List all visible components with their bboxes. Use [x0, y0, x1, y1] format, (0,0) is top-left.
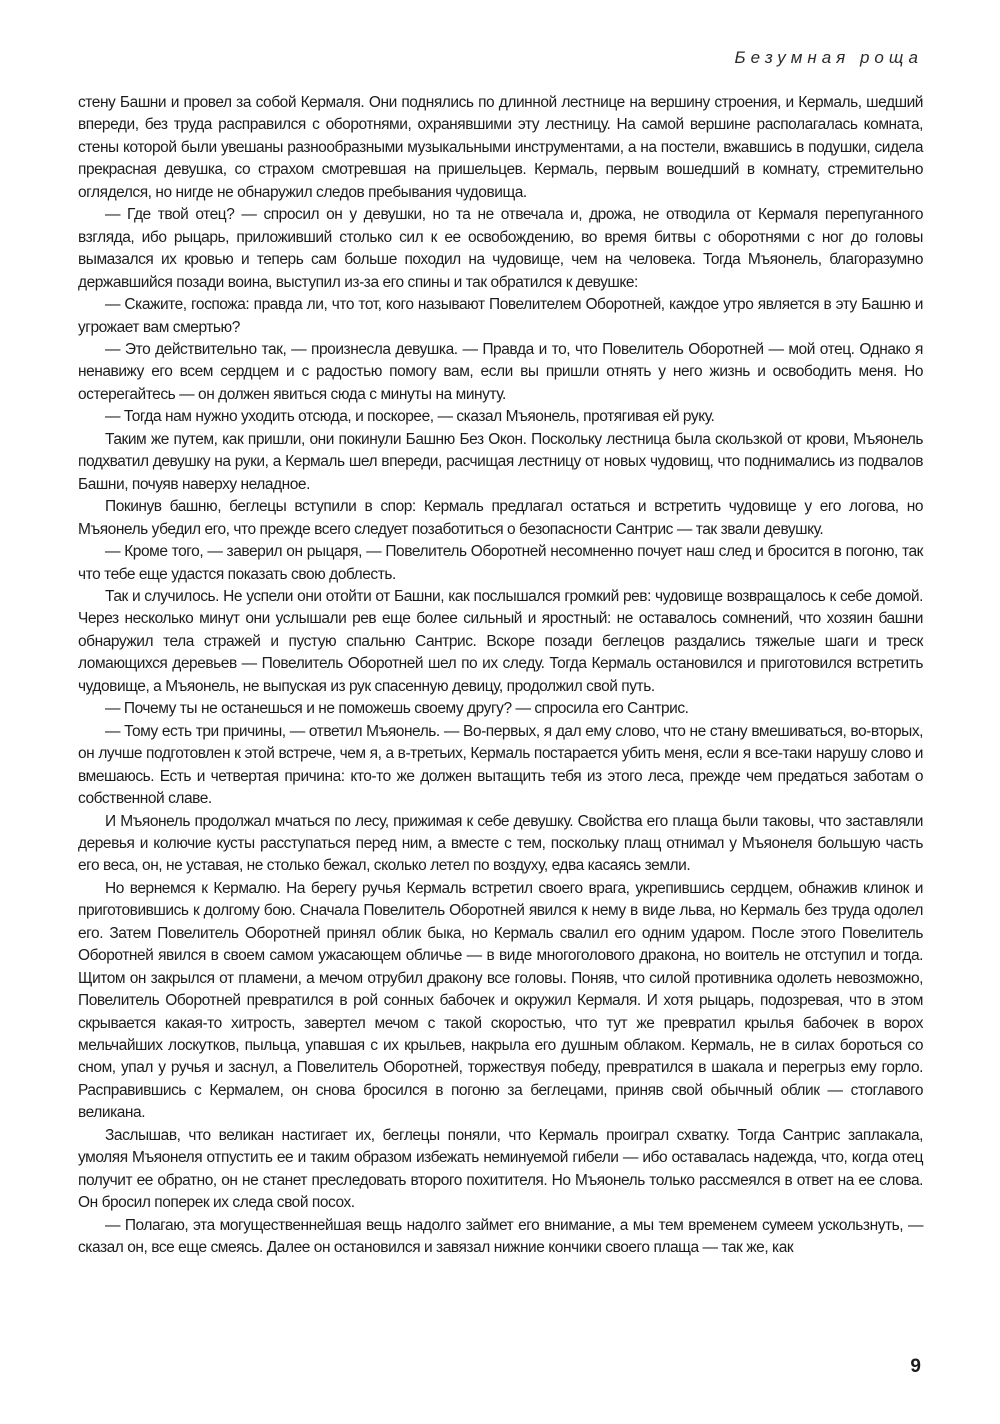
- paragraph: — Скажите, госпожа: правда ли, что тот, кого называют Повелителем Оборотней, каждое утро является в эту Башню и угрожает вам смертью?: [78, 296, 923, 336]
- paragraph: Покинув башню, беглецы вступили в спор: Кермаль предлагал остаться и встретить чудовище у его логова, но Мъяонель убедил его, что прежде всего следует позаботиться о безопасности Сантрис — так звали девушку.: [78, 498, 923, 538]
- paragraph: — Это действительно так, — произнесла девушка. — Правда и то, что Повелитель Оборотней — мой отец. Однако я ненавижу его всем сердцем и с радостью помогу вам, если вы пришли отнять у него жизнь и освободить меня. Но остерегайтесь — он должен явиться сюда с минуты на минуту.: [78, 340, 923, 403]
- paragraph: — Тогда нам нужно уходить отсюда, и поскорее, — сказал Мъяонель, протягивая ей руку.: [105, 408, 715, 426]
- paragraph: — Полагаю, эта могущественнейшая вещь надолго займет его внимание, а мы тем временем сумеем ускользнуть, — сказал он, все еще смеясь. Далее он остановился и завязал нижние кончики своего плаща — так же, как: [78, 1216, 923, 1257]
- paragraph: Но вернемся к Кермалю. На берегу ручья Кермаль встретил своего врага, укрепившись сердцем, обнажив клинок и приготовившись к долгому бою. Сначала Повелитель Оборотней явился к нему в виде льва, но Кермаль без труда одолел его. Затем Повелитель Оборотней принял облик быка, но Кермаль свалил его одним ударом. После этого Повелитель Оборотней явился в своем самом ужасающем обличье — в виде многоголового дракона, но воитель не отступил и тогда. Щитом он закрылся от пламени, а мечом отрубил дракону все головы. Поняв, что силой противника одолеть невозможно, Повелитель Оборотней превратился в рой сонных бабочек и окружил Кермаля. И хотя рыцарь, подозревая, что в этом скрывается какая-то хитрость, завертел мечом с такой скоростью, что тут же превратил крылья бабочек в ворох мельчайших лоскутков, пыльца, упавшая с их крыльев, накрыла его душным облаком. Кермаль, не в силах бороться со сном, упал у ручья и заснул, а Повелитель Оборотней, торжествуя победу, превратился в шакала и перегрыз ему горло. Расправившись с Кермалем, он снова бросился в погоню за беглецами, приняв свой обычный облик — стоглавого великана.: [78, 879, 923, 1122]
- paragraph: — Почему ты не останешься и не поможешь своему другу? — спросила его Сантрис.: [105, 700, 689, 718]
- paragraph: стену Башни и провел за собой Кермаля. Они поднялись по длинной лестнице на вершину строения, и Кермаль, шедший впереди, без труда расправился с оборотнями, охранявшими эту лестницу. На самой вершине располагалась комната, стены которой были увешаны разнообразными музыкальными инструментами, а на постели, вжавшись в подушки, сидела прекрасная девушка, со страхом смотревшая на пришельцев. Кермаль, первым вошедший в комнату, стремительно огляделся, но нигде не обнаружил следов пребывания чудовища.: [78, 94, 923, 201]
- body-text: [78, 92, 923, 1260]
- paragraph: И Мъяонель продолжал мчаться по лесу, прижимая к себе девушку. Свойства его плаща были таковы, что заставляли деревья и колючие кусты расступаться перед ним, а вместе с тем, поскольку плащ отнимал у Мъяонеля большую часть его веса, он, не уставая, не столько бежал, сколько летел по воздуху, едва касаясь земли.: [78, 812, 923, 875]
- paragraph: Заслышав, что великан настигает их, беглецы поняли, что Кермаль проиграл схватку. Тогда Сантрис заплакала, умоляя Мъяонеля отпустить ее и таким образом избежать неминуемой гибели — ибо оставалась надежда, что, когда отец получит ее обратно, он не станет преследовать второго похитителя. Но Мъяонель только рассмеялся в ответ на ее слова. Он бросил поперек их следа свой посох.: [78, 1126, 923, 1212]
- page-number: 9: [910, 1356, 921, 1377]
- paragraph: Таким же путем, как пришли, они покинули Башню Без Окон. Поскольку лестница была скользкой от крови, Мъяонель подхватил девушку на руки, а Кермаль шел впереди, расчищая лестницу от новых чудовищ, что поднимались из подвалов Башни, почуяв наверху неладное.: [78, 430, 923, 493]
- paragraph: — Где твой отец? — спросил он у девушки, но та не отвечала и, дрожа, не отводила от Кермаля перепуганного взгляда, ибо рыцарь, приложивший столько сил к ее освобождению, во время битвы с оборотнями с ног до головы вымазался их кровью и теперь сам больше походил на чудовище, чем на человека. Тогда Мъяонель, благоразумно державшийся позади воина, выступил из-за его спины и так обратился к девушке:: [78, 206, 923, 291]
- paragraph: — Кроме того, — заверил он рыцаря, — Повелитель Оборотней несомненно почует наш след и бросится в погоню, так что тебе еще удастся показать свою доблесть.: [78, 543, 923, 583]
- paragraph: — Тому есть три причины, — ответил Мъяонель. — Во-первых, я дал ему слово, что не стану вмешиваться, во-вторых, он лучше подготовлен к этой встрече, чем я, а в-третьих, Кермаль постарается убить меня, если я все-таки нарушу слово и вмешаюсь. Есть и четвертая причина: кто-то же должен вытащить тебя из этого леса, прежде чем предаться заботам о собственной славе.: [78, 722, 923, 808]
- paragraph: Так и случилось. Не успели они отойти от Башни, как послышался громкий рев: чудовище возвращалось к себе домой. Через несколько минут они услышали рев еще более сильный и яростный: не оставалось сомнений, что хозяин башни обнаружил тела стражей и пустую спальню Сантрис. Вскоре позади беглецов раздались тяжелые шаги и треск ломающихся деревьев — Повелитель Оборотней шел по их следу. Тогда Кермаль остановился и приготовился встретить чудовище, а Мъяонель, не выпуская из рук спасенную девицу, продолжил свой путь.: [78, 587, 923, 695]
- running-header: Безумная роща: [734, 48, 923, 67]
